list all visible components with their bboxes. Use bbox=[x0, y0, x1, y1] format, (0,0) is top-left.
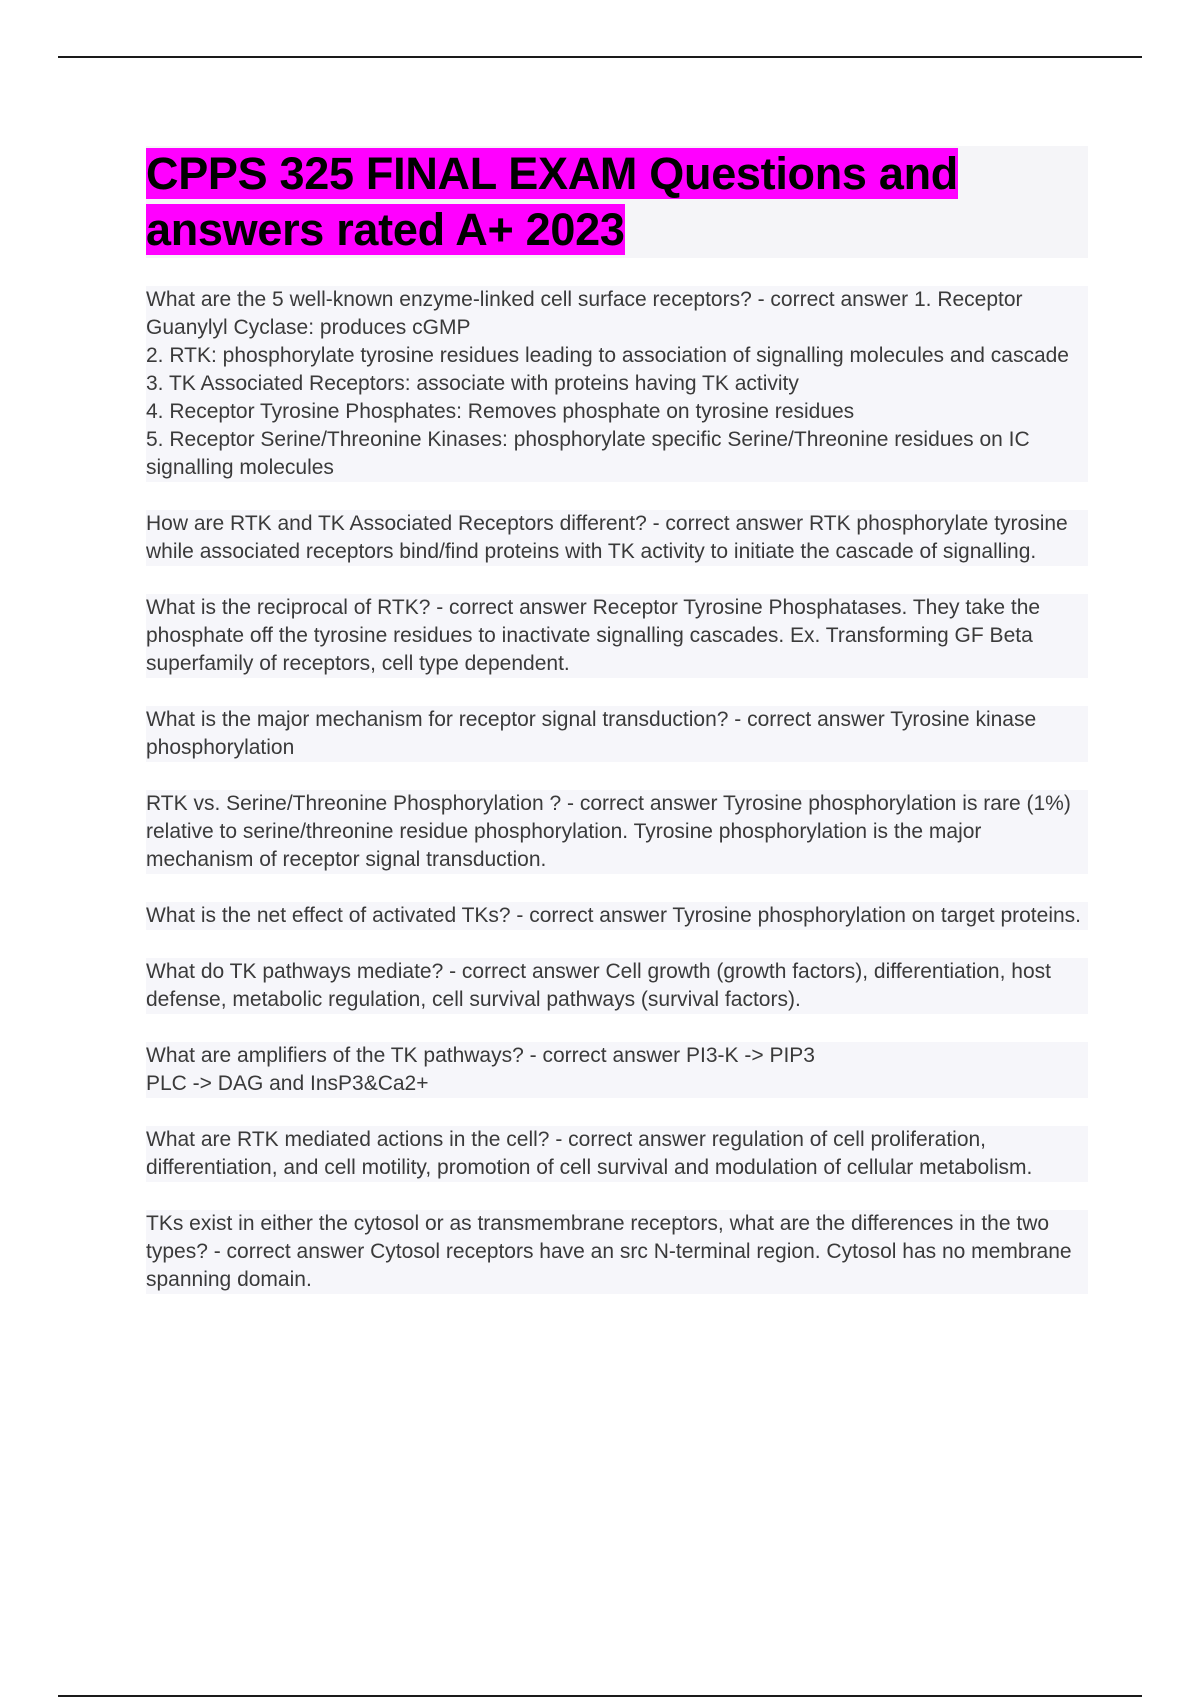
title-block bbox=[146, 146, 1088, 258]
title-highlight: CPPS 325 FINAL EXAM Questions and answers rated A+ 2023 bbox=[146, 148, 958, 255]
footer-rule bbox=[58, 1695, 1142, 1697]
document-body bbox=[146, 146, 1088, 1322]
qa-item: What are the 5 well-known enzyme-linked cell surface receptors? - correct answer 1. Receptor Guanylyl Cyclase: produces cGMP 2. RTK: phosphorylate tyrosine residues leading to association of signalling molecules and cascade 3. TK Associated Receptors: associate with proteins having TK activity 4. Receptor Tyrosine Phosphates: Removes phosphate on tyrosine residues 5. Receptor Serine/Threonine Kinases: phosphorylate specific Serine/Threonine residues on IC signalling molecules bbox=[146, 286, 1088, 482]
header-rule bbox=[58, 56, 1142, 58]
qa-item: What are amplifiers of the TK pathways? - correct answer PI3-K -> PIP3 PLC -> DAG and InsP3&Ca2+ bbox=[146, 1042, 1088, 1098]
qa-item: What do TK pathways mediate? - correct answer Cell growth (growth factors), differentiation, host defense, metabolic regulation, cell survival pathways (survival factors). bbox=[146, 958, 1088, 1014]
qa-item: RTK vs. Serine/Threonine Phosphorylation ? - correct answer Tyrosine phosphorylation is rare (1%) relative to serine/threonine residue phosphorylation. Tyrosine phosphorylation is the major mechanism of receptor signal transduction. bbox=[146, 790, 1088, 874]
qa-item: How are RTK and TK Associated Receptors different? - correct answer RTK phosphorylate tyrosine while associated receptors bind/find proteins with TK activity to initiate the cascade of signalling. bbox=[146, 510, 1088, 566]
qa-item: What are RTK mediated actions in the cell? - correct answer regulation of cell proliferation, differentiation, and cell motility, promotion of cell survival and modulation of cellular metabolism. bbox=[146, 1126, 1088, 1182]
qa-item: What is the reciprocal of RTK? - correct answer Receptor Tyrosine Phosphatases. They take the phosphate off the tyrosine residues to inactivate signalling cascades. Ex. Transforming GF Beta superfamily of receptors, cell type dependent. bbox=[146, 594, 1088, 678]
qa-item: TKs exist in either the cytosol or as transmembrane receptors, what are the differences in the two types? - correct answer Cytosol receptors have an src N-terminal region. Cytosol has no membrane spanning domain. bbox=[146, 1210, 1088, 1294]
qa-item: What is the net effect of activated TKs? - correct answer Tyrosine phosphorylation on target proteins. bbox=[146, 902, 1088, 930]
qa-item: What is the major mechanism for receptor signal transduction? - correct answer Tyrosine kinase phosphorylation bbox=[146, 706, 1088, 762]
page-title bbox=[146, 146, 1088, 258]
